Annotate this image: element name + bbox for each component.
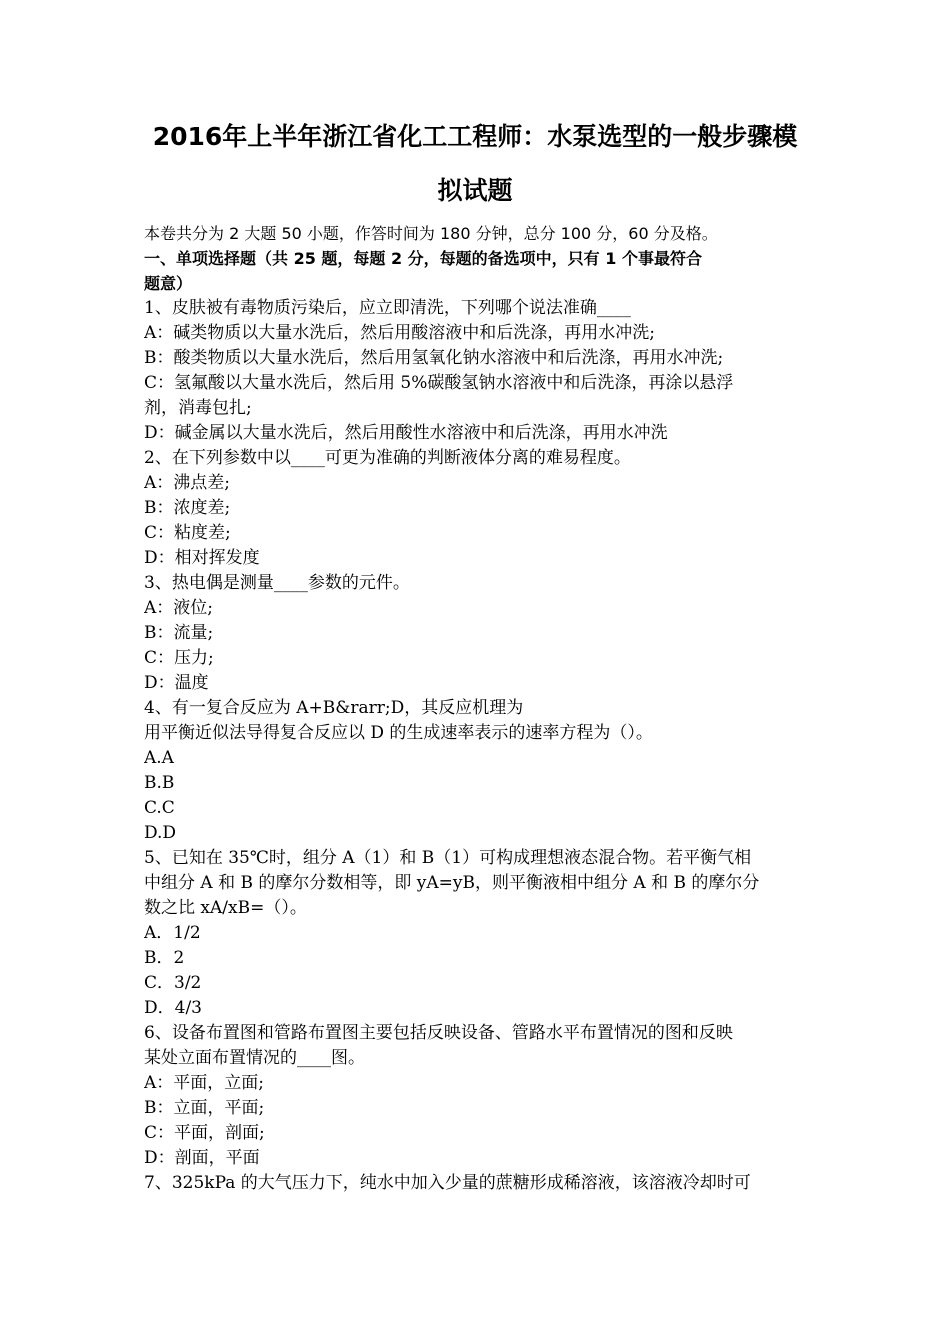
answer-option: C.C xyxy=(144,798,175,818)
answer-option: A：碱类物质以大量水洗后，然后用酸溶液中和后洗涤，再用水冲洗; xyxy=(144,323,656,343)
question-stem: 4、有一复合反应为 A+B&rarr;D，其反应机理为 xyxy=(144,698,524,718)
answer-option: B.B xyxy=(144,773,175,793)
section-heading-line1: 一、单项选择题（共 25 题，每题 2 分，每题的备选项中，只有 1 个事最符合 xyxy=(144,249,702,268)
answer-option: C．3/2 xyxy=(144,973,202,993)
answer-option: C：粘度差; xyxy=(144,523,231,543)
question-stem: 中组分 A 和 B 的摩尔分数相等，即 yA=yB，则平衡液相中组分 A 和 B 的摩尔分 xyxy=(144,873,760,893)
answer-option: B：立面，平面; xyxy=(144,1098,265,1118)
document-title-line2: 拟试题 xyxy=(437,176,513,205)
answer-option: B：流量; xyxy=(144,623,214,643)
answer-option: A：液位; xyxy=(144,598,214,618)
question-item xyxy=(144,571,812,696)
question-stem: 3、热电偶是测量____参数的元件。 xyxy=(144,573,410,593)
answer-option: D：剖面，平面 xyxy=(144,1148,260,1168)
answer-option: A．1/2 xyxy=(144,923,201,943)
answer-option: B：酸类物质以大量水洗后，然后用氢氧化钠水溶液中和后洗涤，再用水冲洗; xyxy=(144,348,724,368)
exam-info: 本卷共分为 2 大题 50 小题，作答时间为 180 分钟，总分 100 分，60 分及格。 xyxy=(144,224,718,243)
question-item xyxy=(144,846,812,1021)
answer-option: D：温度 xyxy=(144,673,209,693)
answer-option: B．2 xyxy=(144,948,185,968)
answer-option: D．4/3 xyxy=(144,998,202,1018)
question-item xyxy=(144,1021,812,1171)
answer-option: C：压力; xyxy=(144,648,214,668)
answer-option: 剂，消毒包扎; xyxy=(144,398,252,418)
answer-option: D：碱金属以大量水洗后，然后用酸性水溶液中和后洗涤，再用水冲洗 xyxy=(144,423,668,443)
question-stem: 数之比 xA/xB=（）。 xyxy=(144,898,307,918)
question-item xyxy=(144,1171,812,1196)
question-stem: 2、在下列参数中以____可更为准确的判断液体分离的难易程度。 xyxy=(144,448,631,468)
section-heading-line2: 题意） xyxy=(144,274,193,293)
question-item xyxy=(144,446,812,571)
document-title-line1: 2016年上半年浙江省化工工程师：水泵选型的一般步骤模 xyxy=(152,122,798,151)
answer-option: A：平面，立面; xyxy=(144,1073,265,1093)
answer-option: B：浓度差; xyxy=(144,498,231,518)
answer-option: A.A xyxy=(144,748,174,768)
answer-option: D：相对挥发度 xyxy=(144,548,260,568)
question-list xyxy=(144,296,812,1196)
question-stem: 5、已知在 35℃时，组分 A（1）和 B（1）可构成理想液态混合物。若平衡气相 xyxy=(144,848,752,868)
question-stem: 某处立面布置情况的____图。 xyxy=(144,1048,365,1068)
answer-option: C：平面，剖面; xyxy=(144,1123,265,1143)
answer-option: A：沸点差; xyxy=(144,473,231,493)
answer-option: D.D xyxy=(144,823,177,843)
question-stem: 用平衡近似法导得复合反应以 D 的生成速率表示的速率方程为（）。 xyxy=(144,723,653,743)
question-stem: 6、设备布置图和管路布置图主要包括反映设备、管路水平布置情况的图和反映 xyxy=(144,1023,733,1043)
answer-option: C：氢氟酸以大量水洗后，然后用 5%碳酸氢钠水溶液中和后洗涤，再涂以悬浮 xyxy=(144,373,734,393)
question-item xyxy=(144,696,812,846)
question-stem: 7、325kPa 的大气压力下，纯水中加入少量的蔗糖形成稀溶液，该溶液冷却时可 xyxy=(144,1173,751,1193)
question-item xyxy=(144,296,812,446)
document-body xyxy=(144,221,812,1196)
question-stem: 1、皮肤被有毒物质污染后，应立即清洗，下列哪个说法准确____ xyxy=(144,298,631,318)
